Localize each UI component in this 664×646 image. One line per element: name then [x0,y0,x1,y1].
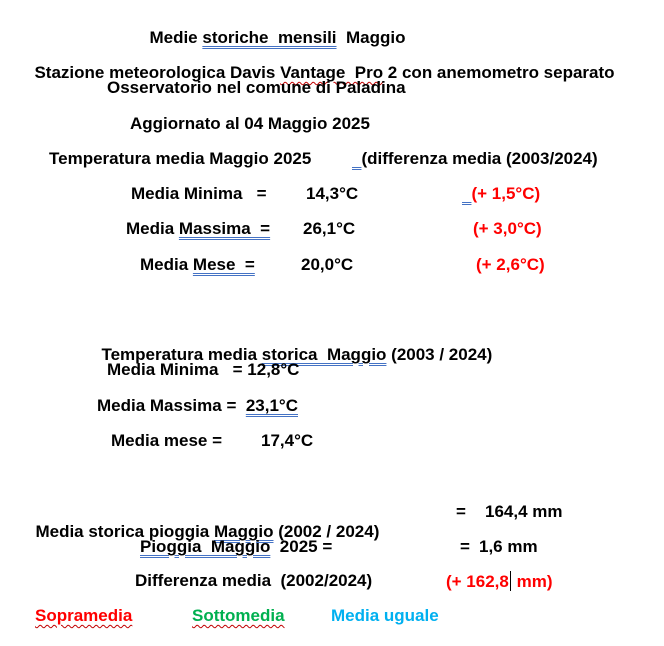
rain-diff-label: Differenza media (2002/2024) [135,571,373,590]
text-cursor [510,571,511,591]
current-avg-value: 20,0°C [301,255,354,274]
title-line: Medie storiche mensili Maggio [149,28,406,47]
legend-below: Sottomedia [192,606,285,625]
historical-avg-value: 17,4°C [261,431,314,450]
current-min-value: 14,3°C [306,184,359,203]
rain-current-label: Pioggia Maggio 2025 = [140,537,333,556]
rain-current-value: 1,6 mm [479,537,538,556]
current-avg-label: Media Mese = [140,255,255,274]
rain-historical-value: 164,4 mm [485,502,563,521]
legend-equal: Media uguale [331,606,439,625]
current-min-label: Media Minima = [131,184,267,203]
rain-historical-eq: = [456,502,466,521]
diff-title: (differenza media (2003/2024) [361,149,598,168]
rain-historical-label: Media storica pioggia Maggio (2002 / 2024) [35,522,380,541]
rain-current-eq: = [460,537,470,556]
observatory-line: Osservatorio nel comune di Paladina [107,78,406,97]
historical-min: Media Minima = 12,8°C [107,360,300,379]
legend-above: Sopramedia [35,606,133,625]
current-max-label: Media Massima = [126,219,271,238]
current-max-value: 26,1°C [303,219,356,238]
station-line: Stazione meteorologica Davis Vantage Pro 2 con anemometro separato [34,63,615,82]
current-avg-diff: (+ 2,6°C) [476,255,545,274]
current-min-diff: (+ 1,5°C) [471,184,541,203]
historical-avg-label: Media mese = [111,431,223,450]
historical-max: Media Massima = 23,1°C [97,396,298,415]
updated-line: Aggiornato al 04 Maggio 2025 [130,114,370,133]
rain-diff-value: (+ 162,8 mm) [446,572,553,591]
current-temp-title: Temperatura media Maggio 2025 [49,149,312,168]
historical-temp-title: Temperatura media storica Maggio (2003 / 2024) [101,345,493,364]
current-max-diff: (+ 3,0°C) [473,219,542,238]
